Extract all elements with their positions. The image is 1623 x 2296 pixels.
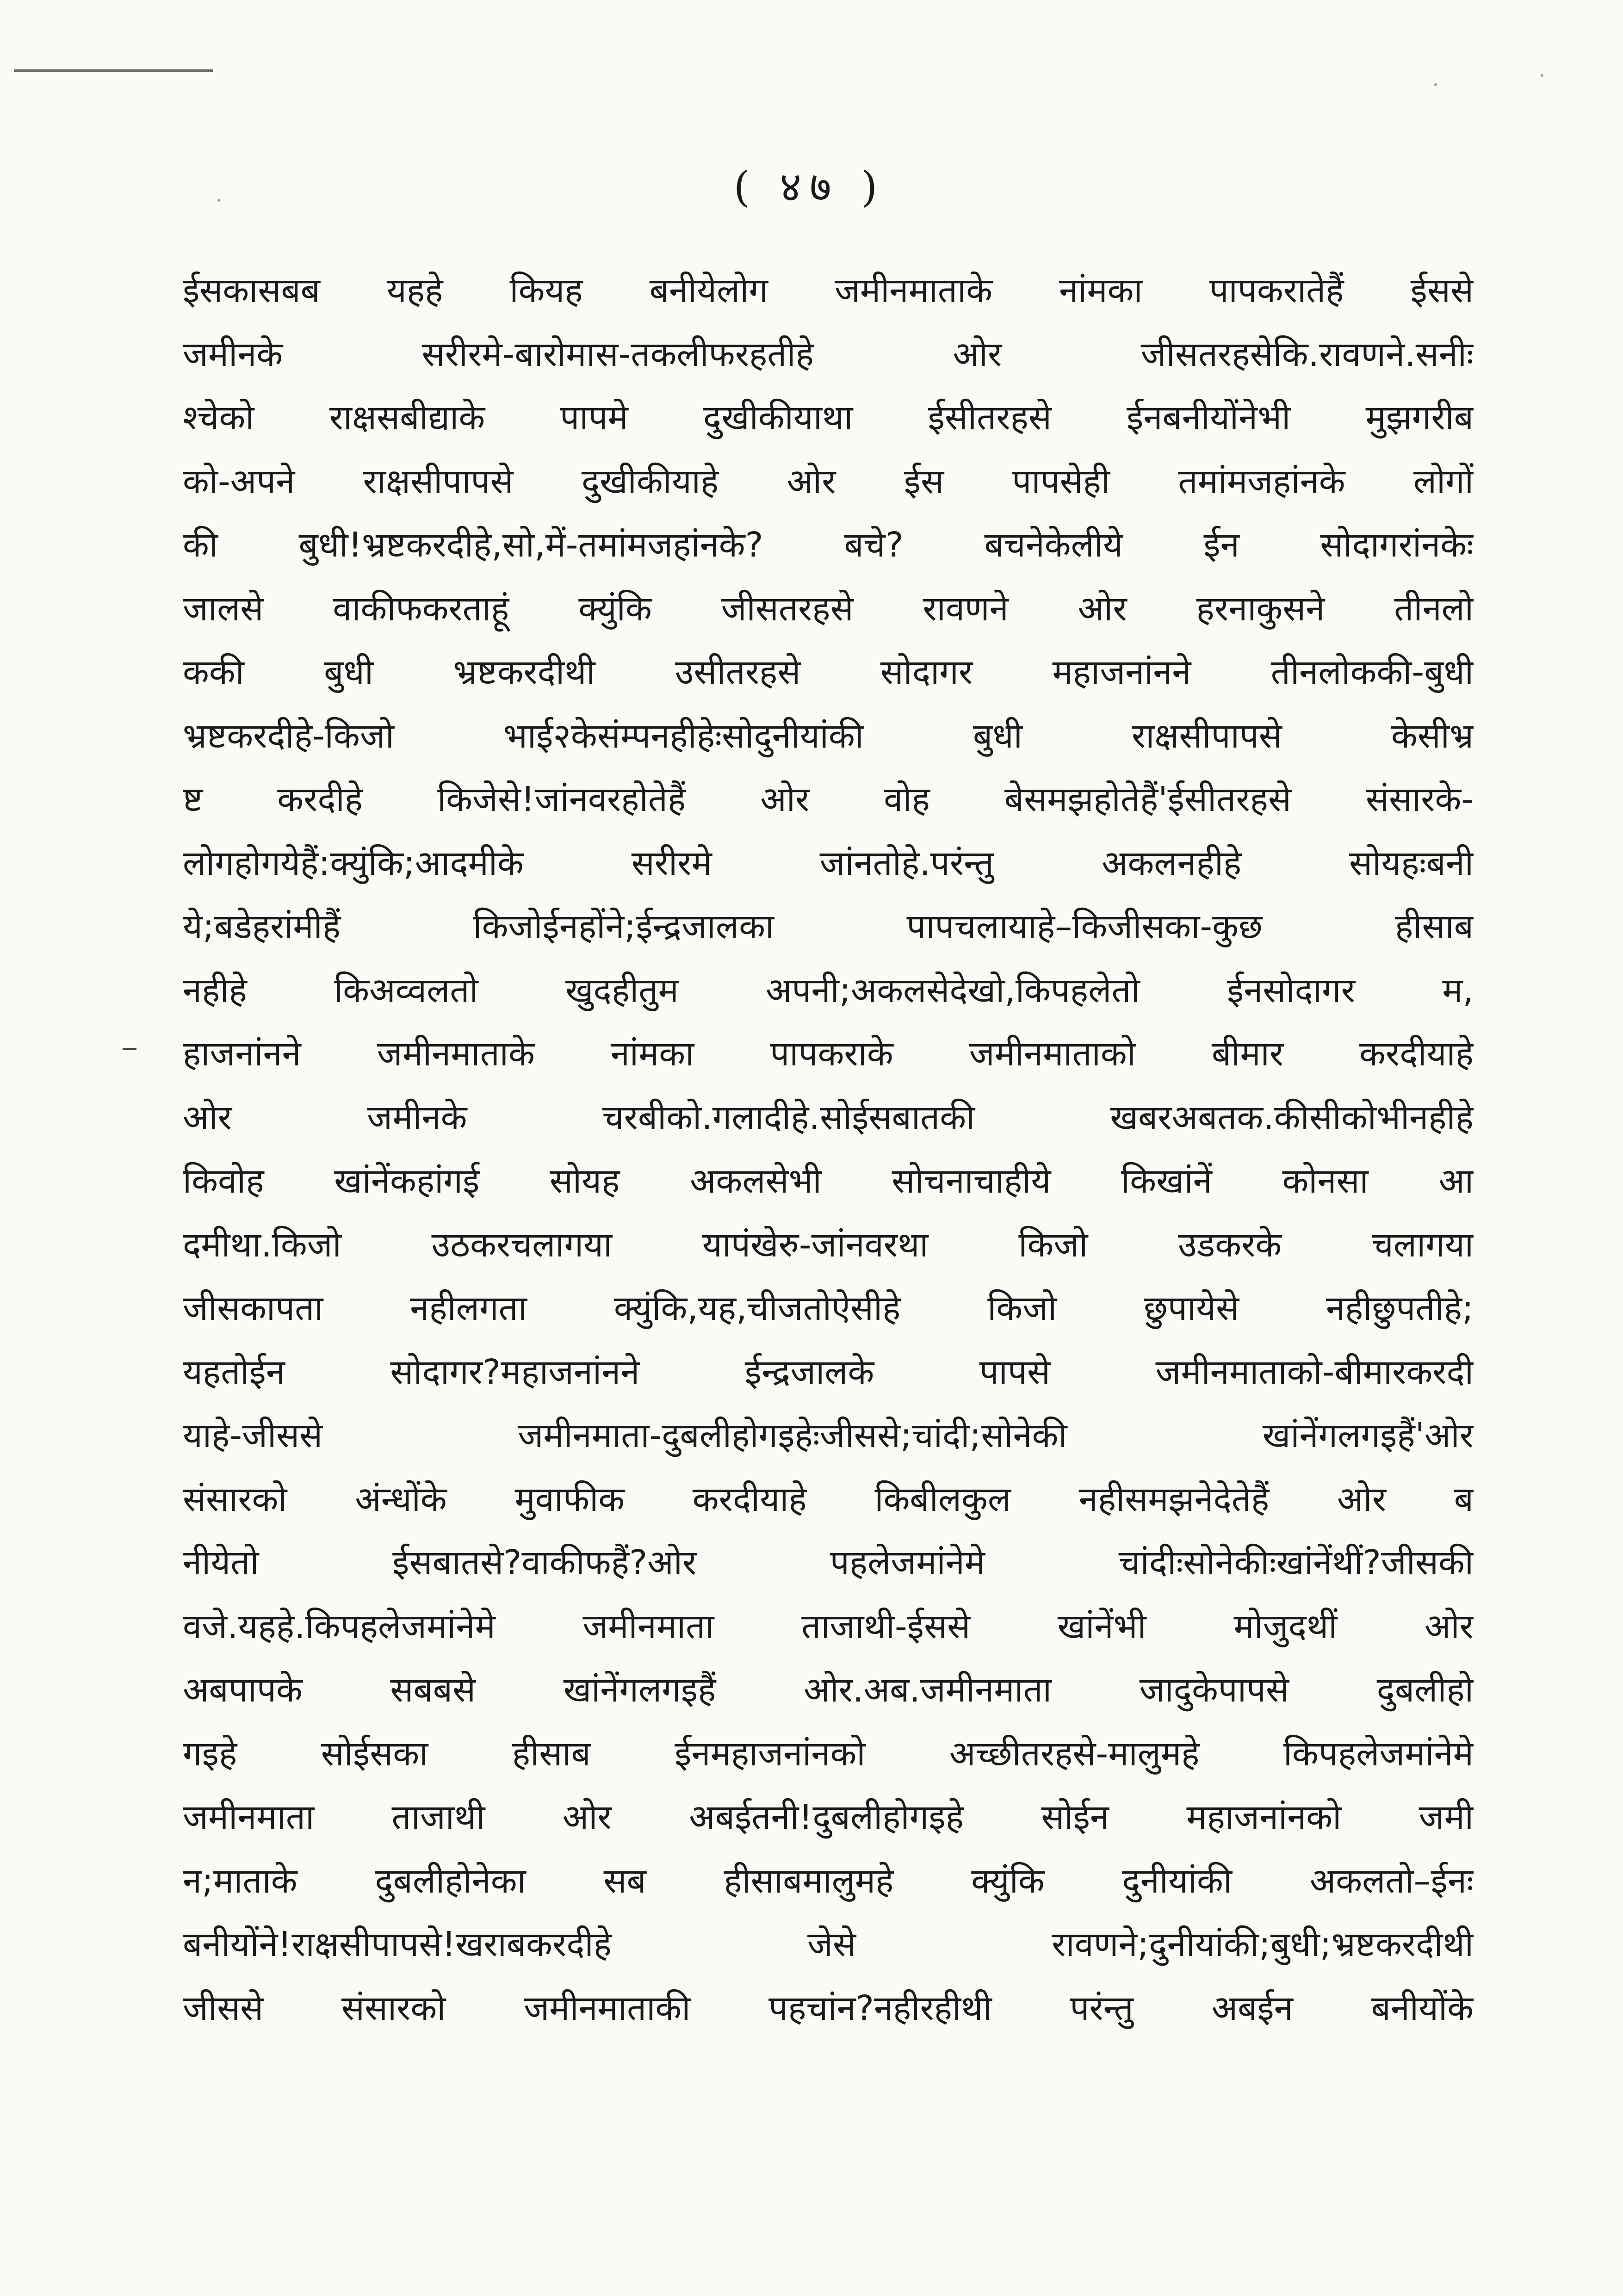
text-line: दमीथा.किजो उठकरचलागया यापंखेरु-जांनवरथा किजो उडकरके चलागया: [183, 1225, 1474, 1265]
page-number: ( ४७ ): [733, 163, 886, 211]
text-line: बनीयोंने!राक्षसीपापसे!खराबकरदीहे जेसे रावणने;दुनीयांकी;बुधी;भ्रष्टकरदीथी: [183, 1925, 1474, 1964]
text-line: गइहे सोईसका हीसाब ईनमहाजनांनको अच्छीतरहसे-मालुमहे किपहलेजमांनेमे: [183, 1733, 1474, 1774]
text-line: नीयेतो ईसबातसे?वाकीफहैं?ओर पहलेजमांनेमे चांदीःसोनेकीःखांनेंथीं?जीसकी: [183, 1543, 1474, 1583]
text-line: को-अपने राक्षसीपापसे दुखीकीयाहे ओर ईस पापसेही तमांमजहांनके लोगों: [183, 461, 1474, 501]
text-line: अबपापके सबबसे खांनेंगलगइहैं ओर.अब.जमीनमाता जादुकेपापसे दुबलीहो: [183, 1670, 1474, 1710]
text-line: नहीहे किअव्वलतो खुदहीतुम अपनी;अकलसेदेखो,किपहलेतो ईनसोदागर म,: [183, 970, 1474, 1010]
text-line: जमीनमाता ताजाथी ओर अबईतनी!दुबलीहोगइहे सोईन महाजनांनको जमी: [183, 1797, 1474, 1837]
text-line: संसारको अंन्धोंके मुवाफीक करदीयाहे किबीलकुल नहीसमझनेदेतेहैं ओर ब: [183, 1479, 1474, 1519]
scan-speck: [217, 199, 220, 202]
scan-speck: [1541, 74, 1543, 77]
text-line: किवोह खांनेंकहांगई सोयह अकलसेभी सोचनाचाहीये किखांनें कोनसा आ: [183, 1161, 1474, 1201]
text-line: जालसे वाकीफकरताहूं क्युंकि जीसतरहसे रावणने ओर हरनाकुसने तीनलो: [183, 588, 1474, 629]
text-line: श्चेको राक्षसबीद्याके पापमे दुखीकीयाथा ईसीतरहसे ईनबनीयोंनेभी मुझगरीब: [183, 398, 1474, 438]
text-line: ष्ट करदीहे किजेसे!जांनवरहोतेहैं ओर वोह बेसमझहोतेहैं'ईसीतरहसे संसारके-: [183, 780, 1474, 819]
text-line: भ्रष्टकरदीहे-किजो भाई२केसंम्पनहीहेःसोदुनीयांकी बुधी राक्षसीपापसे केसीभ्र: [183, 716, 1474, 756]
text-line: यहतोईन सोदागर?महाजनांनने ईन्द्रजालके पापसे जमीनमाताको-बीमारकरदी: [183, 1352, 1474, 1392]
text-line: वजे.यहहे.किपहलेजमांनेमे जमीनमाता ताजाथी-ईससे खांनेंभी मोजुदथीं ओर: [183, 1606, 1474, 1646]
text-line: जीसकापता नहीलगता क्युंकि,यह,चीजतोऐसीहे किजो छुपायेसे नहीछुपतीहे;: [183, 1288, 1474, 1328]
text-line: ईसकासबब यहहे कियह बनीयेलोग जमीनमाताके नांमका पापकरातेहैं ईससे: [183, 271, 1474, 310]
page-body: [183, 259, 1474, 2040]
text-line: न;माताके दुबलीहोनेका सब हीसाबमालुमहे क्युंकि दुनीयांकी अकलतो–ईनः: [183, 1861, 1474, 1901]
text-line: ये;बडेहरांमीहैं किजोईनहोंने;ईन्द्रजालका पापचलायाहे–किजीसका-कुछ हीसाब: [183, 907, 1474, 947]
margin-mark: [123, 1048, 136, 1050]
text-line: जमीनके सरीरमे-बारोमास-तकलीफरहतीहे ओर जीसतरहसेकि.रावणने.सनीः: [183, 334, 1474, 374]
text-line: हाजनांनने जमीनमाताके नांमका पापकराके जमीनमाताको बीमार करदीयाहे: [183, 1034, 1474, 1074]
text-line: की बुधी!भ्रष्टकरदीहे,सो,में-तमांमजहांनके? बचे? बचनेकेलीये ईन सोदागरांनकेः: [183, 525, 1474, 565]
text-line: जीससे संसारको जमीनमाताकी पहचांन?नहीरहीथी परंन्तु अबईन बनीयोंके: [183, 1988, 1474, 2028]
scan-speck: [1434, 83, 1437, 86]
text-line: लोगहोगयेहैं:क्युंकि;आदमीके सरीरमे जांनतोहे.परंन्तु अकलनहीहे सोयहःबनी: [183, 843, 1474, 883]
top-rule: [14, 69, 213, 72]
text-line: ककी बुधी भ्रष्टकरदीथी उसीतरहसे सोदागर महाजनांनने तीनलोककी-बुधी: [183, 652, 1474, 692]
text-line: ओर जमीनके चरबीको.गलादीहे.सोईसबातकी खबरअबतक.कीसीकोभीनहीहे: [183, 1097, 1474, 1138]
text-line: याहे-जीससे जमीनमाता-दुबलीहोगइहेःजीससे;चांदी;सोनेकी खांनेंगलगइहैं'ओर: [183, 1416, 1474, 1455]
